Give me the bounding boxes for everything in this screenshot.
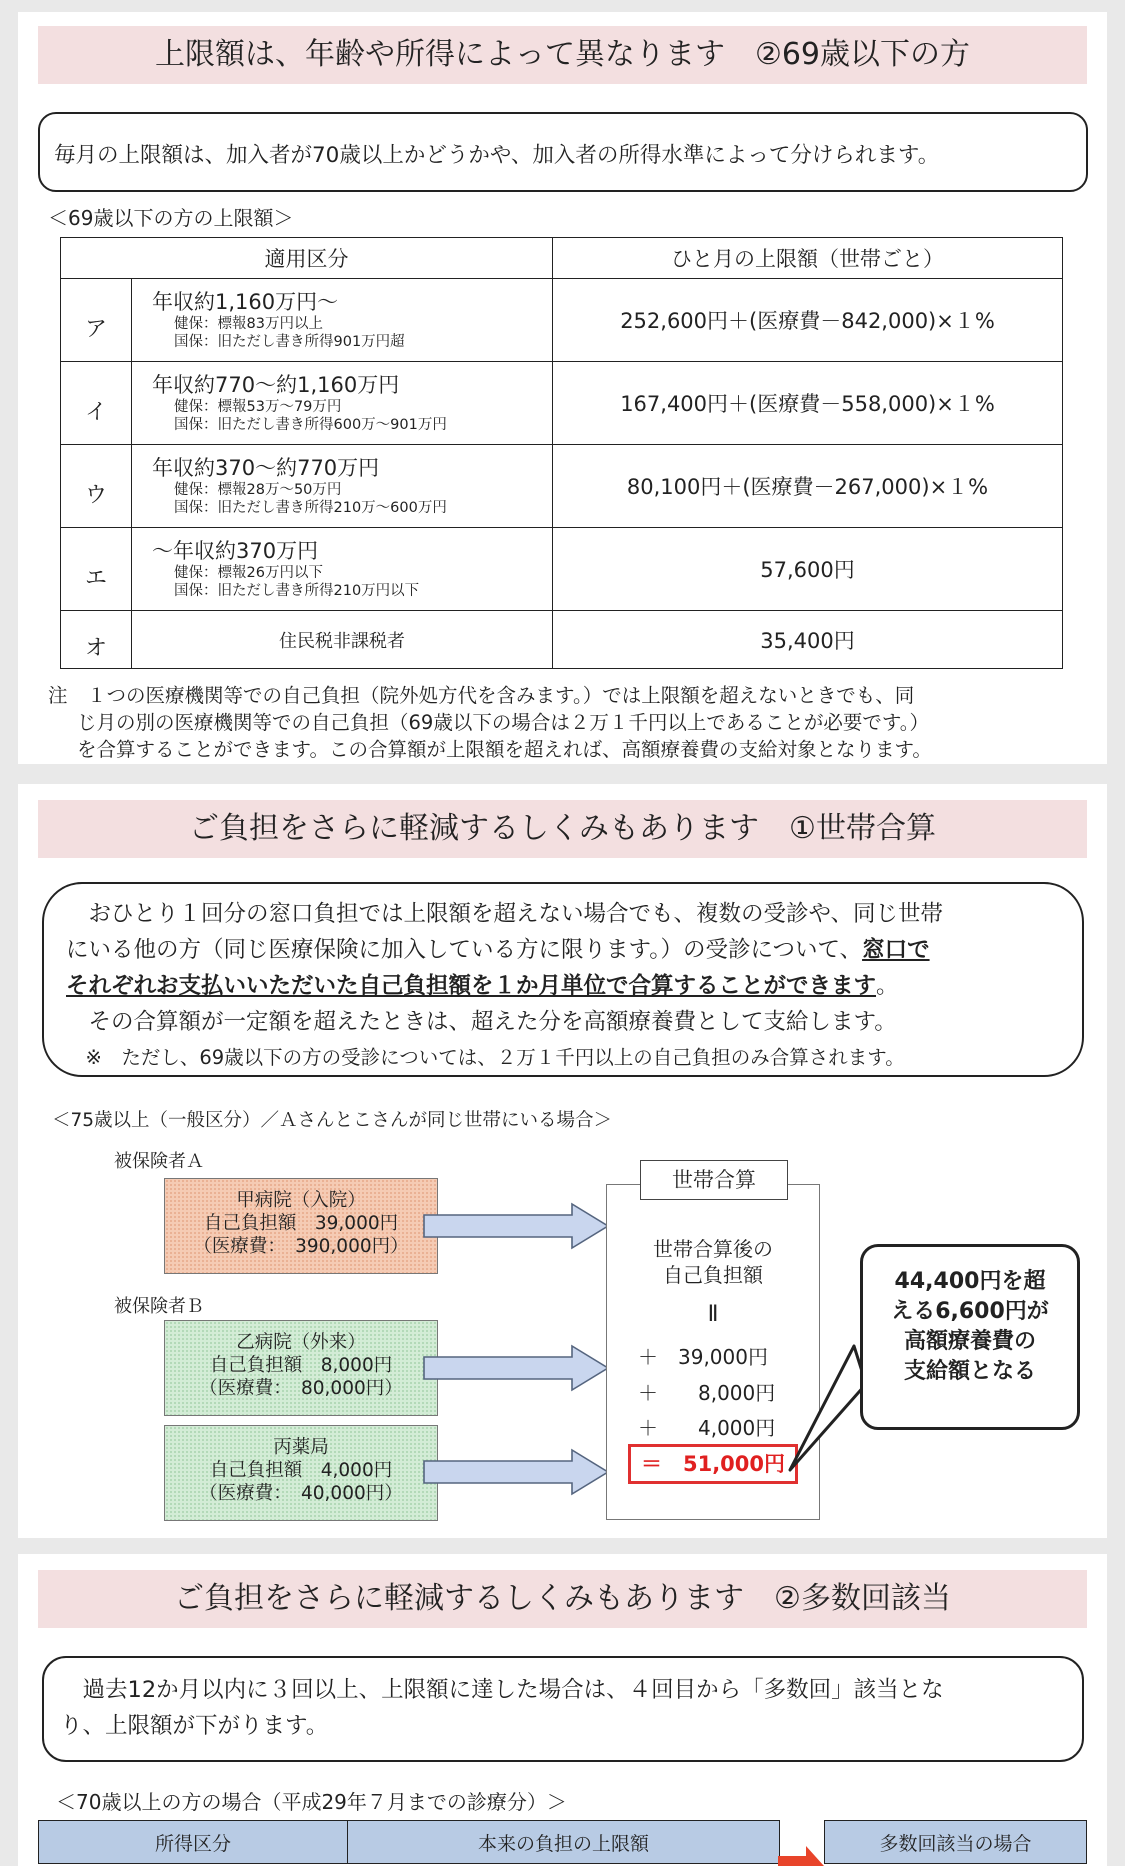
limit-formula: 57,600円 [553,528,1063,611]
kenpo-criteria: 健保：標報28万～50万円 [174,482,342,498]
claim-amount: 自己負担額 4,000円 [209,1460,393,1481]
kokuho-criteria: 国保：旧ただし書き所得210万円以下 [174,583,420,599]
explanation-line: おひとり１回分の窓口負担では上限額を超えない場合でも、複数の受診や、同じ世帯 [66,901,944,927]
sum-total: ＝ 51,000円 [628,1444,798,1484]
sum-addend: ＋ 8,000円 [638,1381,776,1405]
sum-label-line: 自己負担額 [663,1263,763,1287]
table-row [61,528,1063,611]
claim-amount: 自己負担額 39,000円 [203,1213,399,1234]
explanation-line: ※ ただし、69歳以下の方の受診については、２万１千円以上の自己負担のみ合算されます。 [66,1046,905,1069]
kokuho-criteria: 国保：旧ただし書き所得901万円超 [174,334,405,350]
speech-tail [788,1344,868,1474]
kenpo-criteria: 健保：標報53万～79万円 [174,399,342,415]
claim-cost: （医療費： 390,000円） [193,1236,409,1257]
explanation-span: にいる他の方（同じ医療保険に加入している方に限ります。）の受診について、 [66,937,863,963]
row-group [132,279,553,362]
claim-box-hospital-2 [164,1320,438,1416]
claim-name: 乙病院（外来） [236,1332,366,1353]
arrow-right-icon [422,1448,612,1496]
sum-label [606,1236,820,1288]
kenpo-criteria: 健保：標報26万円以下 [174,565,323,581]
sum-label-line: 世帯合算後の [653,1237,773,1261]
explanation-line [66,932,943,968]
arrow-right-icon [422,1344,612,1392]
explanation-line: その合算額が一定額を超えたときは、超えた分を高額療養費として支給します。 [66,1009,897,1035]
example-caption: ＜75歳以上（一般区分）／Ａさんとこさんが同じ世帯にいる場合＞ [52,1110,613,1131]
note-line: 注 １つの医療機関等での自己負担（院外処方代を含みます。）では上限額を超えないときでも、同 [48,684,915,707]
income-range: 年収約370～約770万円 [152,456,380,480]
section-title: 上限額は、年齢や所得によって異なります ②69歳以下の方 [38,26,1087,84]
table-row [61,611,1063,669]
insured-b-label: 被保険者Ｂ [114,1296,204,1317]
row-group [132,362,553,445]
result-bubble [860,1244,1080,1430]
emphasis-text: 窓口で [862,937,930,963]
row-kana: エ [61,528,132,611]
emphasis-text: それぞれお支払いいただいた自己負担額を１か月単位で合算することができます [66,973,877,999]
table-row [61,445,1063,528]
table-caption: ＜69歳以下の方の上限額＞ [48,206,294,230]
equals-sign: Ⅱ [707,1302,719,1327]
row-kana: ウ [61,445,132,528]
claim-amount: 自己負担額 8,000円 [209,1355,393,1376]
explanation-box [42,882,1084,1077]
row-group: 住民税非課税者 [132,611,553,669]
arrow-right-icon [422,1202,612,1250]
row-group [132,528,553,611]
note-line: を合算することができます。この合算額が上限額を超えれば、高額療養費の支給対象となります。 [77,738,932,761]
insured-a-label: 被保険者Ａ [114,1151,204,1172]
limit-formula: 167,400円＋(医療費－558,000)×１% [553,362,1063,445]
section-title: ご負担をさらに軽減するしくみもあります ①世帯合算 [38,800,1087,858]
income-range: ～年収約370万円 [152,539,319,563]
multiple-times-header-right [824,1820,1087,1864]
sum-addend: ＋ 39,000円 [638,1345,768,1369]
claim-cost: （医療費： 40,000円） [199,1483,403,1504]
section-panel-3 [18,1554,1107,1866]
multiple-times-table-header [38,1820,780,1864]
bubble-line: 高額療養費の [903,1329,1036,1354]
table-caption: ＜70歳以上の方の場合（平成29年７月までの診療分）＞ [56,1790,567,1814]
income-range: 年収約1,160万円～ [152,290,339,314]
intro-box [38,112,1088,192]
sum-addend: ＋ 4,000円 [638,1416,776,1440]
limits-table [60,237,1063,669]
kokuho-criteria: 国保：旧ただし書き所得600万～901万円 [174,417,447,433]
bubble-line: える6,600円が [891,1299,1049,1324]
header-income-category: 所得区分 [39,1821,348,1864]
arrow-right-icon [776,1844,826,1866]
explanation-span: 。 [876,973,899,999]
section-panel-1 [18,12,1107,764]
section-title: ご負担をさらに軽減するしくみもあります ②多数回該当 [38,1570,1087,1628]
row-group [132,445,553,528]
header-multiple-times: 多数回該当の場合 [825,1821,1087,1864]
row-kana: ア [61,279,132,362]
table-row [61,279,1063,362]
multiple-times-text [60,1672,944,1744]
multiple-times-box [42,1656,1084,1762]
claim-cost: （医療費： 80,000円） [199,1378,403,1399]
explanation-text [66,896,943,1076]
intro-text: 毎月の上限額は、加入者が70歳以上かどうかや、加入者の所得水準によって分けられます。 [54,143,940,168]
bubble-line: 支給額となる [903,1359,1036,1384]
note [48,682,932,763]
row-kana: イ [61,362,132,445]
bubble-line: 44,400円を超 [894,1269,1046,1294]
explanation-line: 過去12か月以内に３回以上、上限額に達した場合は、４回目から「多数回」該当とな [60,1677,944,1703]
note-line: じ月の別の医療機関等での自己負担（69歳以下の場合は２万１千円以上であることが必要です。） [77,711,930,734]
explanation-line: り、上限額が下がります。 [60,1713,329,1739]
header-limit: ひと月の上限額（世帯ごと） [553,238,1063,279]
header-original-limit: 本来の負担の上限額 [348,1821,780,1864]
claim-box-pharmacy [164,1425,438,1521]
income-range: 年収約770～約1,160万円 [152,373,400,397]
limit-formula: 252,600円＋(医療費－842,000)×１% [553,279,1063,362]
household-sum-header: 世帯合算 [640,1160,788,1200]
row-kana: オ [61,611,132,669]
limit-formula: 80,100円＋(医療費－267,000)×１% [553,445,1063,528]
table-row [61,362,1063,445]
kenpo-criteria: 健保：標報83万円以上 [174,316,323,332]
section-panel-2 [18,784,1107,1538]
kokuho-criteria: 国保：旧ただし書き所得210万～600万円 [174,500,447,516]
claim-name: 丙薬局 [273,1437,329,1458]
claim-box-hospital-1 [164,1178,438,1274]
limit-formula: 35,400円 [553,611,1063,669]
claim-name: 甲病院（入院） [236,1190,366,1211]
explanation-line [66,968,943,1004]
header-category: 適用区分 [61,238,553,279]
